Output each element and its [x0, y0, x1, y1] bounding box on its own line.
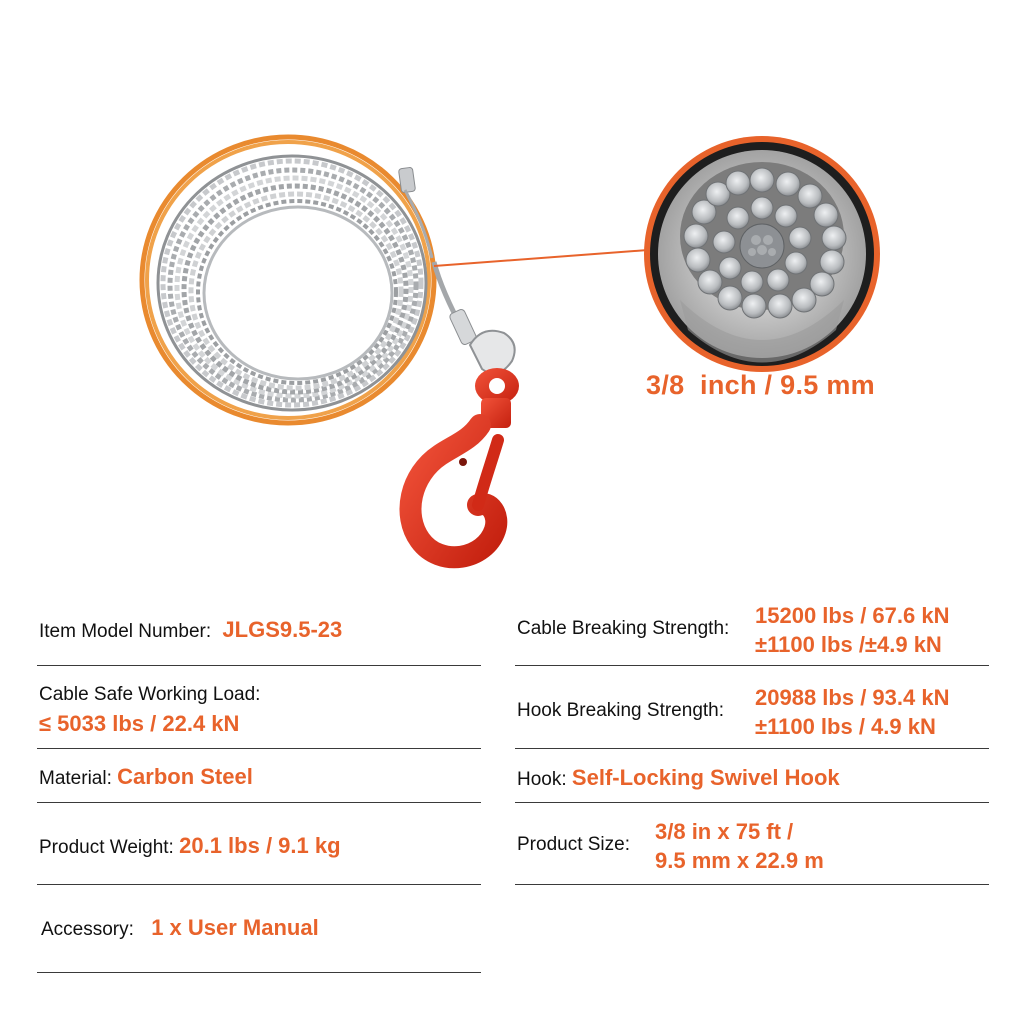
hook-type-spec: [517, 765, 840, 791]
cable-cross-section-icon: [644, 136, 880, 372]
self-locking-swivel-hook-icon: [410, 368, 519, 557]
cable-diameter-label: 3/8 inch / 9.5 mm: [646, 370, 875, 400]
model-number-value: JLGS9.5-23: [222, 617, 343, 642]
accessory-spec: [41, 915, 319, 941]
divider: [515, 802, 989, 803]
accessory-label: Accessory:: [41, 919, 134, 940]
divider: [37, 884, 481, 885]
divider: [515, 748, 989, 749]
material-value: Carbon Steel: [117, 764, 253, 789]
model-number-label: Item Model Number:: [39, 621, 212, 642]
product-weight-label: Product Weight:: [39, 837, 174, 858]
safe-working-load-label: Cable Safe Working Load:: [39, 684, 261, 705]
product-weight-spec: [39, 833, 341, 859]
divider: [515, 884, 989, 885]
cable-breaking-strength-line1: 15200 lbs / 67.6 kN: [755, 603, 950, 628]
hook-type-label: Hook:: [517, 769, 567, 790]
hook-type-value: Self-Locking Swivel Hook: [571, 765, 840, 790]
divider: [37, 748, 481, 749]
hook-breaking-strength-label: Hook Breaking Strength:: [517, 700, 725, 721]
divider: [515, 665, 989, 666]
cable-breaking-strength-line2: ±1100 lbs /±4.9 kN: [755, 632, 942, 657]
divider: [37, 802, 481, 803]
product-size-line1: 3/8 in x 75 ft /: [655, 819, 794, 844]
divider: [37, 972, 481, 973]
model-number-spec: [39, 617, 342, 643]
wire-rope-coil-icon: [142, 137, 515, 423]
hook-breaking-strength-line1: 20988 lbs / 93.4 kN: [755, 685, 950, 710]
hook-breaking-strength-line2: ±1100 lbs / 4.9 kN: [755, 714, 936, 739]
product-size-value: [655, 817, 824, 875]
safe-working-load-value: ≤ 5033 lbs / 22.4 kN: [39, 711, 240, 736]
material-label: Material:: [39, 768, 112, 789]
divider: [37, 665, 481, 666]
product-weight-value: 20.1 lbs / 9.1 kg: [179, 833, 341, 858]
leader-line: [434, 250, 648, 266]
product-size-line2: 9.5 mm x 22.9 m: [655, 848, 824, 873]
cable-breaking-strength-value: [755, 601, 949, 659]
accessory-value: 1 x User Manual: [151, 915, 319, 940]
hook-breaking-strength-value: [755, 683, 949, 741]
cable-breaking-strength-label: Cable Breaking Strength:: [517, 618, 730, 639]
product-size-label: Product Size:: [517, 834, 630, 855]
material-spec: [39, 764, 253, 790]
